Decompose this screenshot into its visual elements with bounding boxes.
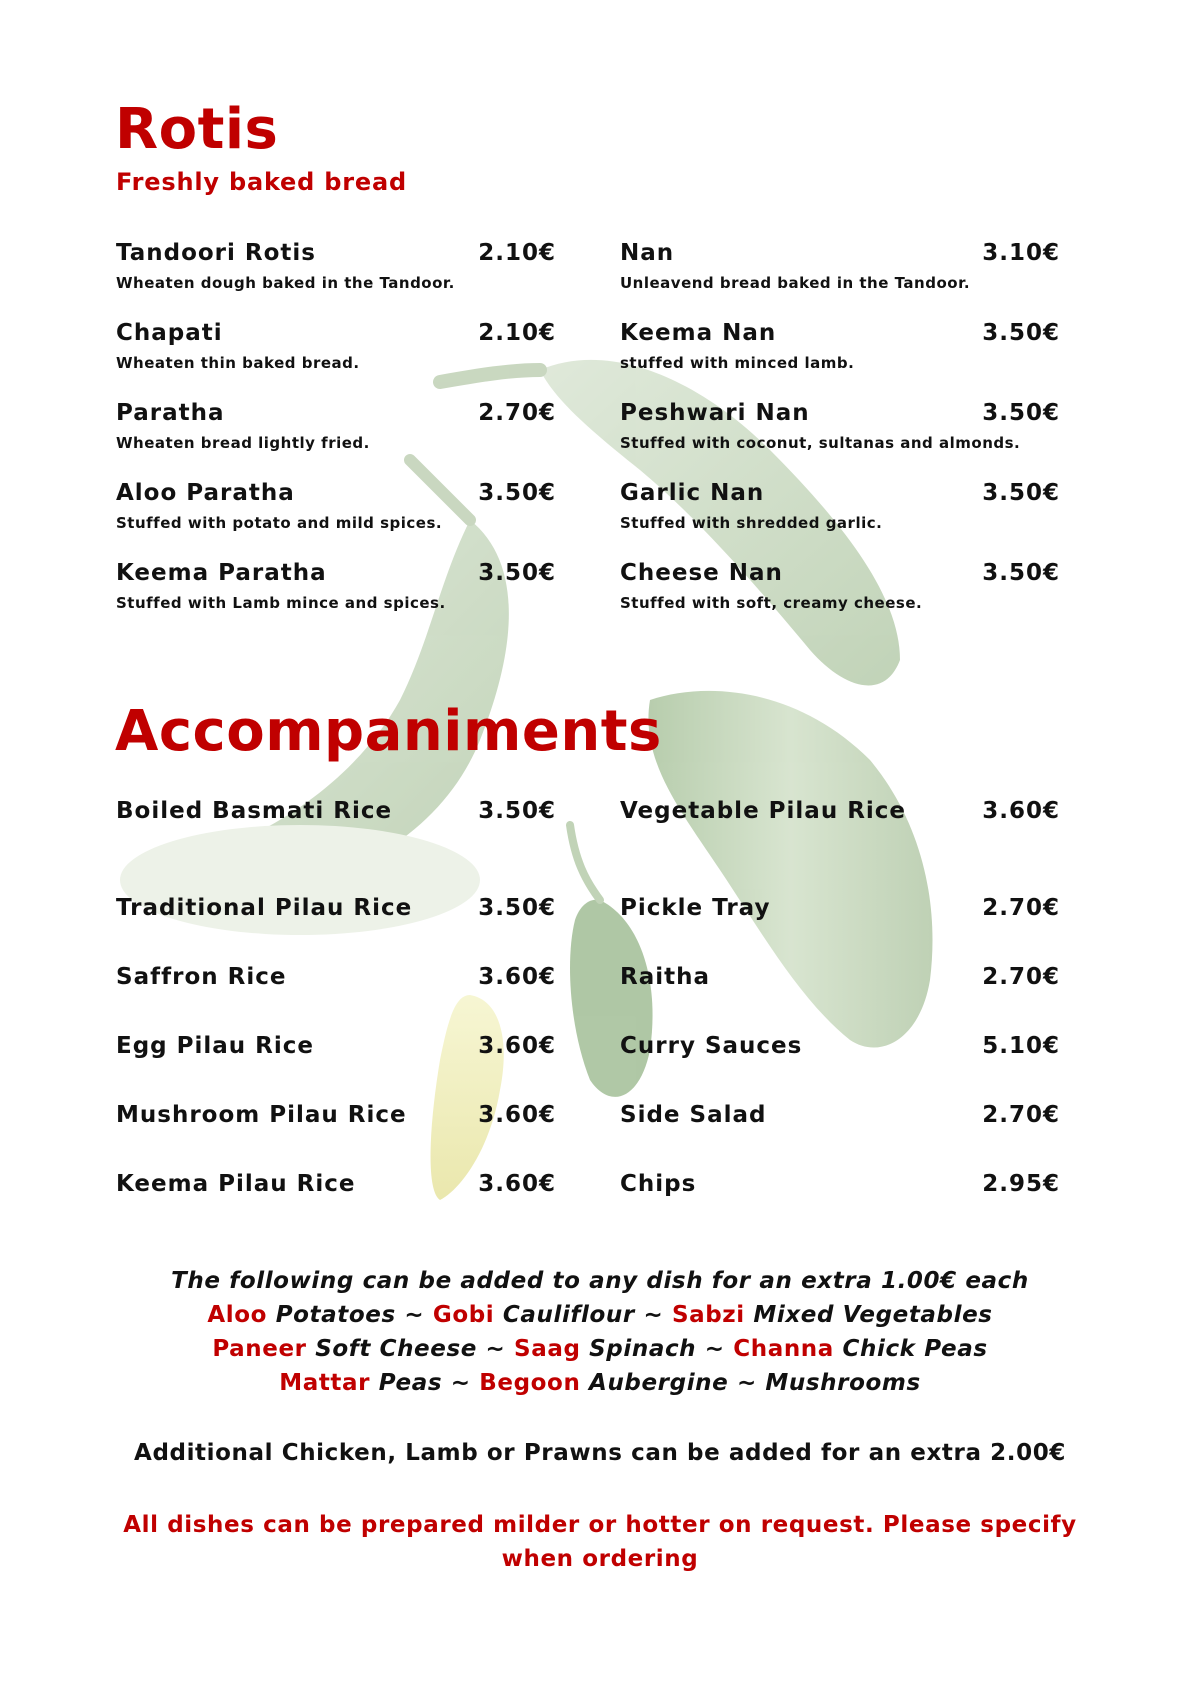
extra-name: Begoon	[479, 1370, 581, 1396]
additional-meat-note: Additional Chicken, Lamb or Prawns can be added for an extra 2.00€	[134, 1440, 1066, 1466]
item-description: Wheaten dough baked in the Tandoor.	[116, 274, 455, 292]
item-description: Stuffed with Lamb mince and spices.	[116, 594, 446, 612]
item-price: 2.10€	[478, 320, 556, 346]
menu-item	[620, 240, 1060, 300]
extra-translation: Cauliflour ~	[502, 1302, 664, 1328]
item-description: Stuffed with soft, creamy cheese.	[620, 594, 923, 612]
item-price: 3.50€	[478, 480, 556, 506]
item-description: Stuffed with coconut, sultanas and almonds.	[620, 434, 1021, 452]
extra-translation: Potatoes ~	[275, 1302, 425, 1328]
item-price: 3.50€	[982, 400, 1060, 426]
item-description: Wheaten bread lightly fried.	[116, 434, 370, 452]
item-name: Traditional Pilau Rice	[116, 895, 413, 921]
menu-item	[116, 320, 556, 380]
item-price: 3.60€	[478, 1102, 556, 1128]
item-name: Tandoori Rotis	[116, 240, 316, 266]
spice-notice-line: when ordering	[501, 1546, 699, 1572]
extra-name: Sabzi	[671, 1302, 745, 1328]
extras-line	[0, 1336, 1200, 1362]
extras-line	[0, 1302, 1200, 1328]
item-name: Raitha	[620, 964, 711, 990]
item-price: 3.50€	[982, 560, 1060, 586]
item-name: Nan	[620, 240, 675, 266]
item-price: 3.60€	[478, 1033, 556, 1059]
item-price: 2.70€	[478, 400, 556, 426]
menu-item	[116, 798, 556, 858]
section-subtitle-rotis: Freshly baked bread	[116, 168, 407, 196]
item-price: 2.70€	[982, 895, 1060, 921]
menu-item	[620, 1033, 1060, 1093]
menu-item	[620, 964, 1060, 1024]
item-price: 2.70€	[982, 964, 1060, 990]
spice-notice	[0, 1508, 1200, 1576]
item-name: Side Salad	[620, 1102, 767, 1128]
item-price: 3.60€	[982, 798, 1060, 824]
menu-item	[116, 1102, 556, 1162]
menu-item	[620, 480, 1060, 540]
item-price: 3.50€	[478, 895, 556, 921]
item-name: Garlic Nan	[620, 480, 765, 506]
item-name: Keema Pilau Rice	[116, 1171, 356, 1197]
item-name: Chapati	[116, 320, 223, 346]
extra-name: Saag	[514, 1336, 581, 1362]
menu-item	[620, 400, 1060, 460]
item-name: Chips	[620, 1171, 697, 1197]
item-name: Saffron Rice	[116, 964, 287, 990]
extra-name: Channa	[733, 1336, 834, 1362]
item-name: Keema Paratha	[116, 560, 327, 586]
extra-translation: Aubergine ~ Mushrooms	[589, 1370, 921, 1396]
extra-name: Mattar	[279, 1370, 371, 1396]
item-price: 2.70€	[982, 1102, 1060, 1128]
menu-item	[116, 560, 556, 620]
extra-name: Gobi	[432, 1302, 495, 1328]
extra-name: Aloo	[207, 1302, 268, 1328]
item-price: 3.60€	[478, 964, 556, 990]
item-name: Cheese Nan	[620, 560, 783, 586]
extra-translation: Spinach ~	[589, 1336, 725, 1362]
menu-item	[116, 895, 556, 955]
item-description: stuffed with minced lamb.	[620, 354, 855, 372]
item-price: 3.50€	[982, 320, 1060, 346]
extra-name: Paneer	[212, 1336, 307, 1362]
menu-item	[116, 240, 556, 300]
menu-item	[116, 1171, 556, 1231]
spice-notice-line: All dishes can be prepared milder or hotter on request. Please specify	[123, 1512, 1077, 1538]
menu-item	[620, 1102, 1060, 1162]
menu-item	[116, 1033, 556, 1093]
item-description: Unleavend bread baked in the Tandoor.	[620, 274, 971, 292]
item-name: Pickle Tray	[620, 895, 771, 921]
item-description: Stuffed with shredded garlic.	[620, 514, 883, 532]
menu-item	[620, 895, 1060, 955]
item-name: Vegetable Pilau Rice	[620, 798, 907, 824]
item-price: 3.50€	[478, 560, 556, 586]
menu-item	[620, 798, 1060, 858]
extras-line	[0, 1370, 1200, 1396]
section-title-rotis: Rotis	[115, 97, 279, 162]
menu-item	[116, 964, 556, 1024]
item-price: 3.60€	[478, 1171, 556, 1197]
menu-item	[620, 320, 1060, 380]
item-name: Egg Pilau Rice	[116, 1033, 314, 1059]
item-price: 5.10€	[982, 1033, 1060, 1059]
item-name: Mushroom Pilau Rice	[116, 1102, 407, 1128]
extras-intro: The following can be added to any dish for an extra 1.00€ each	[171, 1268, 1029, 1294]
menu-item	[620, 1171, 1060, 1231]
item-name: Keema Nan	[620, 320, 777, 346]
menu-item	[116, 400, 556, 460]
extra-translation: Chick Peas	[842, 1336, 988, 1362]
extra-translation: Soft Cheese ~	[315, 1336, 506, 1362]
extra-translation: Peas ~	[378, 1370, 471, 1396]
item-price: 3.50€	[982, 480, 1060, 506]
item-price: 3.10€	[982, 240, 1060, 266]
item-price: 2.10€	[478, 240, 556, 266]
menu-item	[116, 480, 556, 540]
item-name: Aloo Paratha	[116, 480, 295, 506]
item-price: 3.50€	[478, 798, 556, 824]
menu-item	[620, 560, 1060, 620]
extra-translation: Mixed Vegetables	[753, 1302, 993, 1328]
item-price: 2.95€	[982, 1171, 1060, 1197]
item-description: Wheaten thin baked bread.	[116, 354, 360, 372]
section-title-accompaniments: Accompaniments	[115, 699, 662, 764]
item-name: Curry Sauces	[620, 1033, 803, 1059]
item-description: Stuffed with potato and mild spices.	[116, 514, 443, 532]
item-name: Peshwari Nan	[620, 400, 810, 426]
item-name: Paratha	[116, 400, 225, 426]
item-name: Boiled Basmati Rice	[116, 798, 393, 824]
